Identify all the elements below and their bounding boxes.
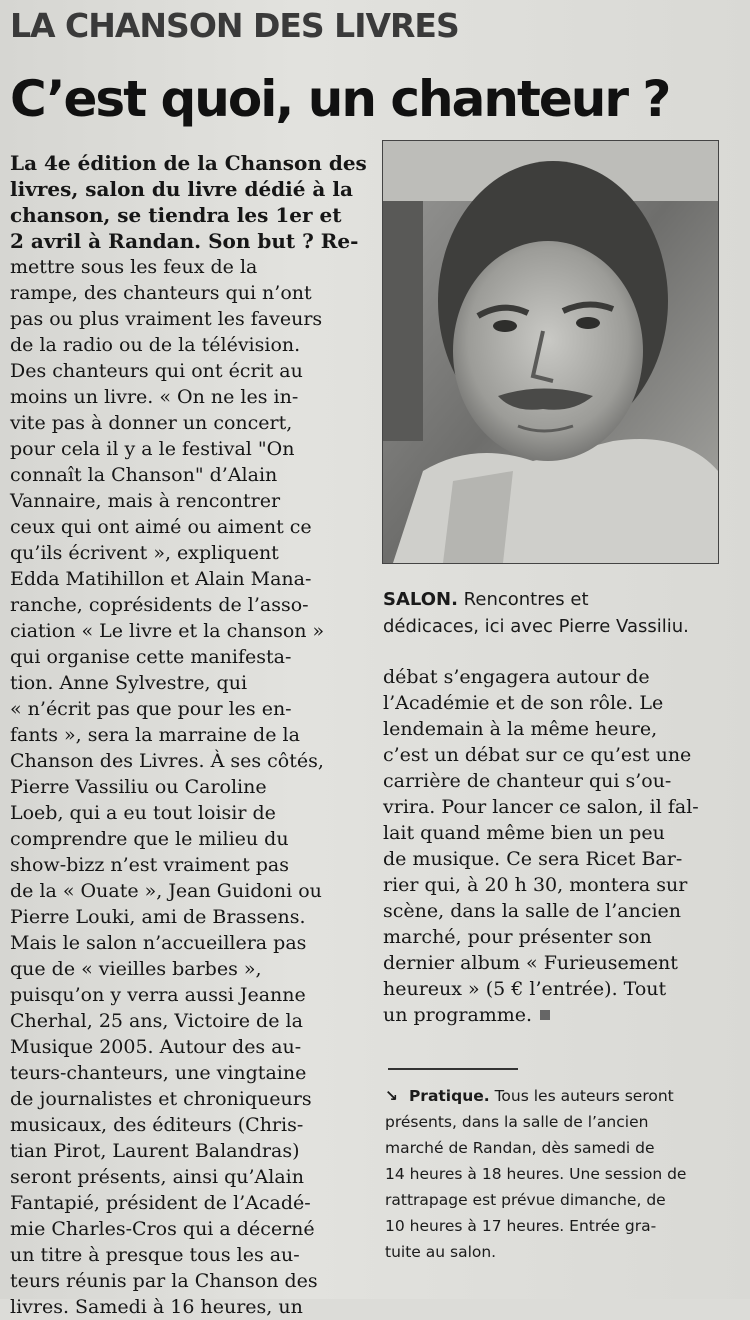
body-line: chanson, se tiendra les 1er et (10, 203, 342, 227)
body-line: Musique 2005. Autour des au- (10, 1036, 302, 1058)
practical-first-line: Tous les auteurs seront (494, 1087, 674, 1105)
portrait-photo-icon (383, 141, 718, 563)
practical-line: 14 heures à 18 heures. Une session de (385, 1165, 687, 1183)
body-line: Chanson des Livres. À ses côtés, (10, 750, 324, 772)
body-line: rier qui, à 20 h 30, montera sur (383, 874, 688, 896)
practical-line: présents, dans la salle de l’ancien (385, 1113, 649, 1131)
portrait-photo (382, 140, 719, 564)
body-line: dernier album « Furieusement (383, 952, 678, 974)
body-line: qui organise cette manifesta- (10, 646, 292, 668)
body-line: Des chanteurs qui ont écrit au (10, 360, 303, 382)
body-line: l’Académie et de son rôle. Le (383, 692, 664, 714)
body-line: qu’ils écrivent », expliquent (10, 542, 279, 564)
body-line: heureux » (5 € l’entrée). Tout (383, 978, 667, 1000)
caption-tag: SALON. (383, 589, 458, 610)
body-line: Vannaire, mais à rencontrer (10, 490, 281, 512)
body-line: un titre à presque tous les au- (10, 1244, 300, 1266)
body-line: Pierre Louki, ami de Brassens. (10, 906, 306, 928)
body-line: que de « vieilles barbes », (10, 958, 262, 980)
body-line: un programme. (383, 1002, 721, 1028)
body-line: marché, pour présenter son (383, 926, 652, 948)
practical-line: tuite au salon. (385, 1243, 497, 1261)
body-line: moins un livre. « On ne les in- (10, 386, 299, 408)
practical-lines (385, 1109, 730, 1265)
body-line: vite pas à donner un concert, (10, 412, 293, 434)
body-line: débat s’engagera autour de (383, 666, 650, 688)
end-of-article-square-icon (540, 1010, 550, 1020)
arrow-icon: ↘ (385, 1087, 398, 1105)
body-line: scène, dans la salle de l’ancien (383, 900, 681, 922)
body-line: puisqu’on y verra aussi Jeanne (10, 984, 306, 1006)
body-line: pour cela il y a le festival "On (10, 438, 295, 460)
practical-line: 10 heures à 17 heures. Entrée gra- (385, 1217, 657, 1235)
body-line: livres, salon du livre dédié à la (10, 177, 353, 201)
body-line: lait quand même bien un peu (383, 822, 665, 844)
body-line: teurs-chanteurs, une vingtaine (10, 1062, 307, 1084)
body-line: Pierre Vassiliu ou Caroline (10, 776, 267, 798)
body-line: show-bizz n’est vraiment pas (10, 854, 289, 876)
body-line: de musique. Ce sera Ricet Bar- (383, 848, 683, 870)
body-line: tian Pirot, Laurent Balandras) (10, 1140, 300, 1162)
section-divider (388, 1068, 518, 1070)
body-line: rampe, des chanteurs qui n’ont (10, 282, 312, 304)
body-line: musicaux, des éditeurs (Chris- (10, 1114, 304, 1136)
body-line: livres. Samedi à 16 heures, un (10, 1296, 303, 1318)
section-kicker: LA CHANSON DES LIVRES (10, 6, 459, 45)
practical-line: rattrapage est prévue dimanche, de (385, 1191, 666, 1209)
photo-caption (383, 586, 723, 640)
article-body-right-column (383, 664, 721, 1028)
body-line: 2 avril à Randan. Son but ? Re- (10, 229, 359, 253)
body-line: ciation « Le livre et la chanson » (10, 620, 325, 642)
body-line: Mais le salon n’accueillera pas (10, 932, 307, 954)
body-line: connaît la Chanson" d’Alain (10, 464, 278, 486)
body-line: comprendre que le milieu du (10, 828, 289, 850)
practical-tag: Pratique. (408, 1087, 490, 1105)
body-line: teurs réunis par la Chanson des (10, 1270, 318, 1292)
body-line: Cherhal, 25 ans, Victoire de la (10, 1010, 303, 1032)
body-line: de journalistes et chroniqueurs (10, 1088, 312, 1110)
body-line: de la « Ouate », Jean Guidoni ou (10, 880, 322, 902)
body-line: vrira. Pour lancer ce salon, il fal- (383, 796, 699, 818)
body-line: ceux qui ont aimé ou aiment ce (10, 516, 312, 538)
body-line: fants », sera la marraine de la (10, 724, 300, 746)
caption-line-1: Rencontres et (463, 589, 589, 610)
body-line: « n’écrit pas que pour les en- (10, 698, 292, 720)
body-line: mie Charles-Cros qui a décerné (10, 1218, 315, 1240)
body-line: Edda Matihillon et Alain Mana- (10, 568, 312, 590)
body-line: seront présents, ainsi qu’Alain (10, 1166, 304, 1188)
body-line: ranche, coprésidents de l’asso- (10, 594, 309, 616)
body-line: Fantapié, président de l’Acadé- (10, 1192, 311, 1214)
body-line: carrière de chanteur qui s’ou- (383, 770, 672, 792)
body-line: lendemain à la même heure, (383, 718, 658, 740)
body-line: pas ou plus vraiment les faveurs (10, 308, 323, 330)
body-line: mettre sous les feux de la (10, 256, 258, 278)
body-line: Loeb, qui a eu tout loisir de (10, 802, 276, 824)
practical-line: marché de Randan, dès samedi de (385, 1139, 655, 1157)
body-line: de la radio ou de la télévision. (10, 334, 301, 356)
body-line: La 4e édition de la Chanson des (10, 151, 367, 175)
body-line: tion. Anne Sylvestre, qui (10, 672, 248, 694)
body-line: c’est un débat sur ce qu’est une (383, 744, 692, 766)
article-body-left-column (10, 150, 367, 1320)
article-headline: C’est quoi, un chanteur ? (10, 70, 670, 128)
caption-line-2: dédicaces, ici avec Pierre Vassiliu. (383, 616, 689, 637)
practical-info-box (385, 1083, 730, 1265)
